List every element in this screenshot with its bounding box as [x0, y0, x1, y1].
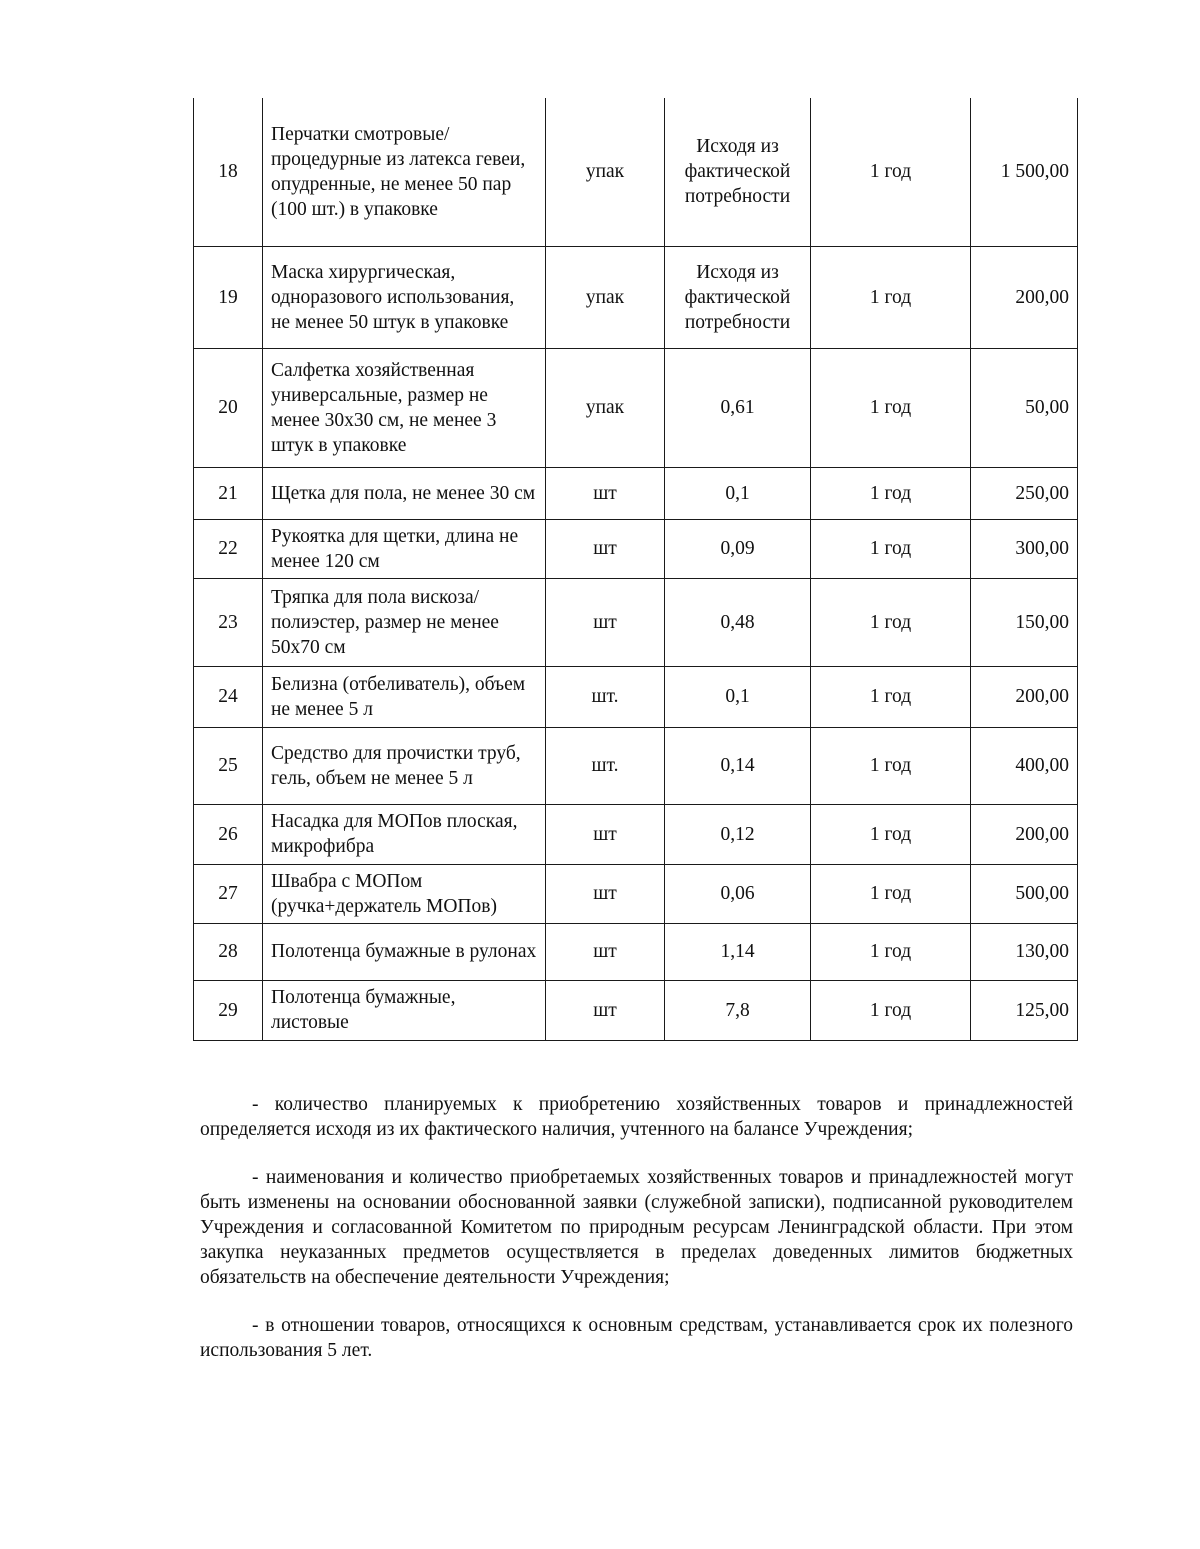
item-quantity: 1,14 — [665, 923, 811, 980]
item-term: 1 год — [811, 578, 971, 666]
table-row — [194, 727, 1078, 804]
item-name: Рукоятка для щетки, длина не менее 120 см — [263, 519, 546, 578]
table-row — [194, 666, 1078, 727]
item-price: 400,00 — [971, 727, 1078, 804]
row-number: 29 — [194, 980, 263, 1040]
item-unit: упак — [546, 98, 665, 246]
notes-section — [200, 1092, 1073, 1386]
item-price: 300,00 — [971, 519, 1078, 578]
item-unit: шт — [546, 923, 665, 980]
table-row — [194, 467, 1078, 519]
note-paragraph-fixed-assets: - в отношении товаров, относящихся к основным средствам, устанавливается срок их полезного использования 5 лет. — [200, 1315, 1073, 1361]
item-term: 1 год — [811, 98, 971, 246]
item-unit: шт — [546, 519, 665, 578]
goods-table — [193, 98, 1078, 1041]
row-number: 24 — [194, 666, 263, 727]
table-row — [194, 246, 1078, 348]
item-quantity: 0,61 — [665, 348, 811, 467]
row-number: 22 — [194, 519, 263, 578]
item-name: Перчатки смотровые/процедурные из латекса гевеи, опудренные, не менее 50 пар (100 шт.) в упаковке — [263, 98, 546, 246]
note-paragraph-changes: - наименования и количество приобретаемых хозяйственных товаров и принадлежностей могут быть изменены на основании обоснованной заявки (служебной записки), подписанной руководителем Учреждения и согласованной Комитетом по природным ресурсам Ленинградской области. При этом закупка неуказанных предметов осуществляется в пределах доведенных лимитов бюджетных обязательств на обеспечение деятельности Учреждения; — [200, 1167, 1073, 1288]
item-quantity: 0,1 — [665, 666, 811, 727]
row-number: 21 — [194, 467, 263, 519]
item-unit: шт. — [546, 727, 665, 804]
item-term: 1 год — [811, 804, 971, 864]
item-price: 130,00 — [971, 923, 1078, 980]
item-price: 500,00 — [971, 864, 1078, 923]
item-price: 150,00 — [971, 578, 1078, 666]
item-unit: шт. — [546, 666, 665, 727]
item-term: 1 год — [811, 348, 971, 467]
item-quantity: 0,09 — [665, 519, 811, 578]
item-name: Щетка для пола, не менее 30 см — [263, 467, 546, 519]
item-price: 125,00 — [971, 980, 1078, 1040]
row-number: 27 — [194, 864, 263, 923]
item-name: Белизна (отбеливатель), объем не менее 5 л — [263, 666, 546, 727]
row-number: 23 — [194, 578, 263, 666]
table-row — [194, 864, 1078, 923]
item-price: 200,00 — [971, 804, 1078, 864]
item-name: Насадка для МОПов плоская, микрофибра — [263, 804, 546, 864]
item-unit: шт — [546, 864, 665, 923]
item-unit: шт — [546, 467, 665, 519]
item-quantity: Исходя из фактической потребности — [665, 98, 811, 246]
item-unit: шт — [546, 578, 665, 666]
item-quantity: 0,06 — [665, 864, 811, 923]
item-price: 200,00 — [971, 666, 1078, 727]
item-name: Полотенца бумажные в рулонах — [263, 923, 546, 980]
item-unit: шт — [546, 804, 665, 864]
item-quantity: 0,1 — [665, 467, 811, 519]
row-number: 18 — [194, 98, 263, 246]
item-name: Тряпка для пола вискоза/полиэстер, размер не менее 50х70 см — [263, 578, 546, 666]
item-price: 50,00 — [971, 348, 1078, 467]
row-number: 28 — [194, 923, 263, 980]
item-quantity: 0,14 — [665, 727, 811, 804]
item-term: 1 год — [811, 666, 971, 727]
item-term: 1 год — [811, 519, 971, 578]
table-row — [194, 578, 1078, 666]
item-name: Полотенца бумажные, листовые — [263, 980, 546, 1040]
note-paragraph-stock: - количество планируемых к приобретению хозяйственных товаров и принадлежностей определяется исходя из их фактического наличия, учтенного на балансе Учреждения; — [200, 1094, 1073, 1140]
item-unit: шт — [546, 980, 665, 1040]
item-term: 1 год — [811, 864, 971, 923]
item-price: 250,00 — [971, 467, 1078, 519]
item-name: Средство для прочистки труб, гель, объем не менее 5 л — [263, 727, 546, 804]
item-quantity: 7,8 — [665, 980, 811, 1040]
row-number: 20 — [194, 348, 263, 467]
table-row — [194, 923, 1078, 980]
table-row — [194, 980, 1078, 1040]
item-name: Маска хирургическая, одноразового использования, не менее 50 штук в упаковке — [263, 246, 546, 348]
item-term: 1 год — [811, 980, 971, 1040]
item-price: 1 500,00 — [971, 98, 1078, 246]
row-number: 26 — [194, 804, 263, 864]
table-row — [194, 804, 1078, 864]
table-row — [194, 98, 1078, 246]
row-number: 25 — [194, 727, 263, 804]
item-quantity: 0,12 — [665, 804, 811, 864]
item-unit: упак — [546, 246, 665, 348]
table-row — [194, 519, 1078, 578]
item-term: 1 год — [811, 923, 971, 980]
item-price: 200,00 — [971, 246, 1078, 348]
item-quantity: 0,48 — [665, 578, 811, 666]
item-name: Швабра с МОПом (ручка+держатель МОПов) — [263, 864, 546, 923]
table-row — [194, 348, 1078, 467]
item-term: 1 год — [811, 727, 971, 804]
item-term: 1 год — [811, 467, 971, 519]
item-unit: упак — [546, 348, 665, 467]
item-name: Салфетка хозяйственная универсальные, размер не менее 30х30 см, не менее 3 штук в упаковке — [263, 348, 546, 467]
item-quantity: Исходя из фактической потребности — [665, 246, 811, 348]
row-number: 19 — [194, 246, 263, 348]
item-term: 1 год — [811, 246, 971, 348]
